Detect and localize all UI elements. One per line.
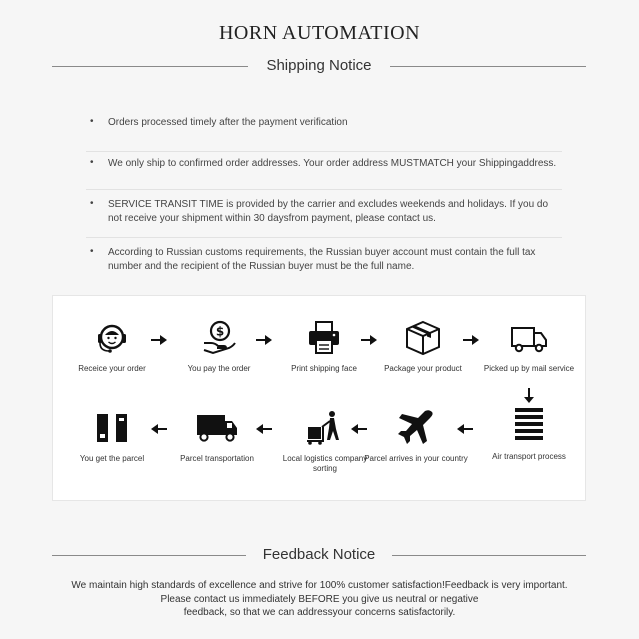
bullet: • — [90, 246, 94, 257]
bullet: • — [90, 198, 94, 209]
step-label: Receice your order — [78, 364, 146, 373]
order-process-panel — [52, 295, 586, 501]
step-parcel-transportation — [165, 408, 269, 464]
step-label: Air transport process — [492, 452, 566, 461]
bullet: • — [90, 157, 94, 168]
brand-title: HORN AUTOMATION — [218, 22, 421, 44]
parcel-icon — [92, 408, 132, 448]
notice-text: Orders processed timely after the payment verification — [108, 117, 348, 128]
step-pay-order — [173, 318, 265, 374]
headset-agent-icon — [92, 318, 132, 358]
step-label: Parcel arrives in your country — [364, 454, 468, 463]
step-label: Print shipping face — [291, 364, 357, 373]
notice-text: SERVICE TRANSIT TIME is provided by the carrier and excludes weekends and holidays. If you do not receive your shipment within 30 daysfrom payment, please contact us. — [108, 199, 549, 224]
worker-cart-icon — [305, 408, 345, 448]
bullet: • — [90, 116, 94, 127]
step-receive-order — [66, 318, 158, 374]
step-label: You get the parcel — [79, 454, 145, 463]
loading-stack-icon — [509, 388, 549, 448]
feedback-line: We maintain high standards of excellence and strive for 100% customer satisfaction!Feedback is very important. — [71, 580, 568, 591]
step-parcel-arrives — [364, 408, 468, 464]
hand-coin-icon — [199, 318, 239, 358]
step-get-parcel — [66, 408, 158, 464]
notice-text: We only ship to confirmed order addresses. Your order address MUSTMATCH your Shippingaddress. — [108, 158, 557, 169]
notice-item — [86, 198, 562, 238]
feedback-line: Please contact us immediately BEFORE you give us neutral or negative — [160, 593, 479, 605]
airplane-icon — [396, 408, 436, 448]
shipping-notice-header — [52, 57, 586, 77]
cargo-truck-icon — [195, 408, 239, 448]
step-package-product — [371, 318, 475, 374]
feedback-line: feedback, so that we can addressyour concerns satisfactorily. — [183, 607, 456, 618]
shipping-notice-title: Shipping Notice — [266, 57, 372, 74]
step-label: Parcel transportation — [180, 454, 254, 463]
step-local-sorting — [273, 408, 377, 474]
feedback-notice-text — [0, 579, 639, 620]
step-air-transport — [477, 388, 581, 462]
step-picked-up — [477, 318, 581, 374]
notice-item — [86, 116, 562, 152]
step-label: You pay the order — [187, 364, 251, 373]
feedback-notice-title: Feedback Notice — [262, 546, 376, 563]
printer-icon — [304, 318, 344, 358]
step-label: Local logistics company sorting — [282, 454, 368, 473]
arrow-left-icon — [457, 424, 473, 434]
notice-text: According to Russian customs requirements, the Russian buyer account must contain the full tax number and the recipient of the Russian buyer must be the full name. — [108, 247, 536, 272]
step-label: Picked up by mail service — [483, 364, 575, 373]
arrow-right-icon — [256, 335, 272, 345]
step-label: Package your product — [384, 364, 462, 373]
arrow-right-icon — [151, 335, 167, 345]
notice-item — [86, 157, 562, 190]
package-box-icon — [403, 318, 443, 358]
feedback-notice-header — [52, 546, 586, 566]
arrow-left-icon — [256, 424, 272, 434]
delivery-truck-icon — [509, 318, 549, 358]
notice-item — [86, 246, 562, 284]
svg-text:$: $ — [215, 324, 225, 339]
step-print-shipping-face — [278, 318, 370, 374]
